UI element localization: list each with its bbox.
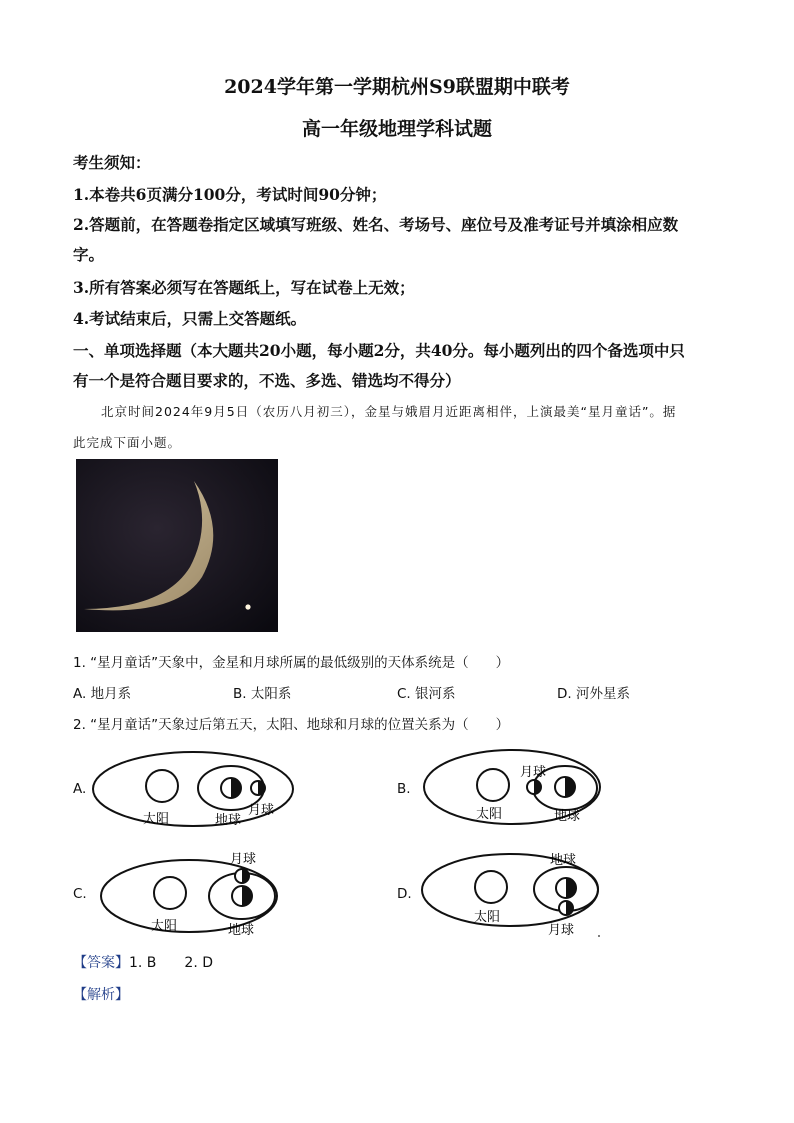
exam-title: 2024学年第一学期杭州S9联盟期中联考 xyxy=(224,76,570,98)
sun-label: 太阳 xyxy=(474,910,501,925)
passage-text: 北京时间2024年9月5日（农历八月初三），金星与娥眉月近距离相伴，上演最美“星月童话”。据 xyxy=(101,404,677,419)
q1-option-c: C. 银河系 xyxy=(397,686,456,702)
answer-label: 【答案】 xyxy=(73,955,129,971)
notice-heading: 考生须知： xyxy=(73,153,151,172)
sun-label: 太阳 xyxy=(476,807,503,822)
q2-diagram-d xyxy=(418,848,610,944)
q1-option-d: D. 河外星系 xyxy=(557,686,630,702)
q2-diagram-a xyxy=(88,748,298,834)
q2-diagram-c xyxy=(92,848,288,940)
answer-text: 1. B 2. D xyxy=(129,955,213,971)
question-2-stem: 2. “星月童话”天象过后第五天，太阳、地球和月球的位置关系为（ ） xyxy=(73,717,510,733)
notice-item-3: 3.所有答案必须写在答题纸上，写在试卷上无效； xyxy=(73,278,415,297)
q2-option-d-letter: D. xyxy=(397,886,412,902)
q1-option-b: B. 太阳系 xyxy=(233,686,292,702)
sun-label: 太阳 xyxy=(143,812,170,827)
q1-option-a: A. 地月系 xyxy=(73,686,132,702)
question-1-stem: 1. “星月童话”天象中，金星和月球所属的最低级别的天体系统是（ ） xyxy=(73,655,510,671)
moon-label: 月球 xyxy=(548,923,575,938)
notice-item-2-cont: 字。 xyxy=(73,245,105,264)
q2-option-c-letter: C. xyxy=(73,886,87,902)
exam-subtitle: 高一年级地理学科试题 xyxy=(301,118,492,140)
earth-label: 地球 xyxy=(554,809,581,824)
crescent-moon-photo xyxy=(76,459,278,632)
notice-item-2: 2.答题前，在答题卷指定区域填写班级、姓名、考场号、座位号及准考证号并填涂相应数 xyxy=(73,215,679,234)
q2-option-a-letter: A. xyxy=(73,781,87,797)
q2-option-b-letter: B. xyxy=(397,781,411,797)
section-heading-cont: 有一个是符合题目要求的，不选、多选、错选均不得分） xyxy=(73,371,461,390)
analysis-label: 【解析】 xyxy=(73,987,129,1003)
earth-label: 地球 xyxy=(215,813,242,828)
notice-item-4: 4.考试结束后，只需上交答题纸。 xyxy=(73,309,307,328)
moon-label: 月球 xyxy=(520,765,547,780)
passage-text-cont: 此完成下面小题。 xyxy=(73,435,182,450)
earth-label: 地球 xyxy=(550,853,577,868)
section-heading: 一、单项选择题（本大题共20小题，每小题2分，共40分。每小题列出的四个备选项中只 xyxy=(73,341,685,360)
q2-diagram-b xyxy=(420,744,605,836)
moon-label: 月球 xyxy=(230,852,257,867)
earth-label: 地球 xyxy=(228,923,255,938)
answer-line xyxy=(73,952,213,972)
notice-item-1: 1.本卷共6页满分100分，考试时间90分钟； xyxy=(73,185,387,204)
sun-label: 太阳 xyxy=(151,919,178,934)
moon-label: 月球 xyxy=(248,803,275,818)
